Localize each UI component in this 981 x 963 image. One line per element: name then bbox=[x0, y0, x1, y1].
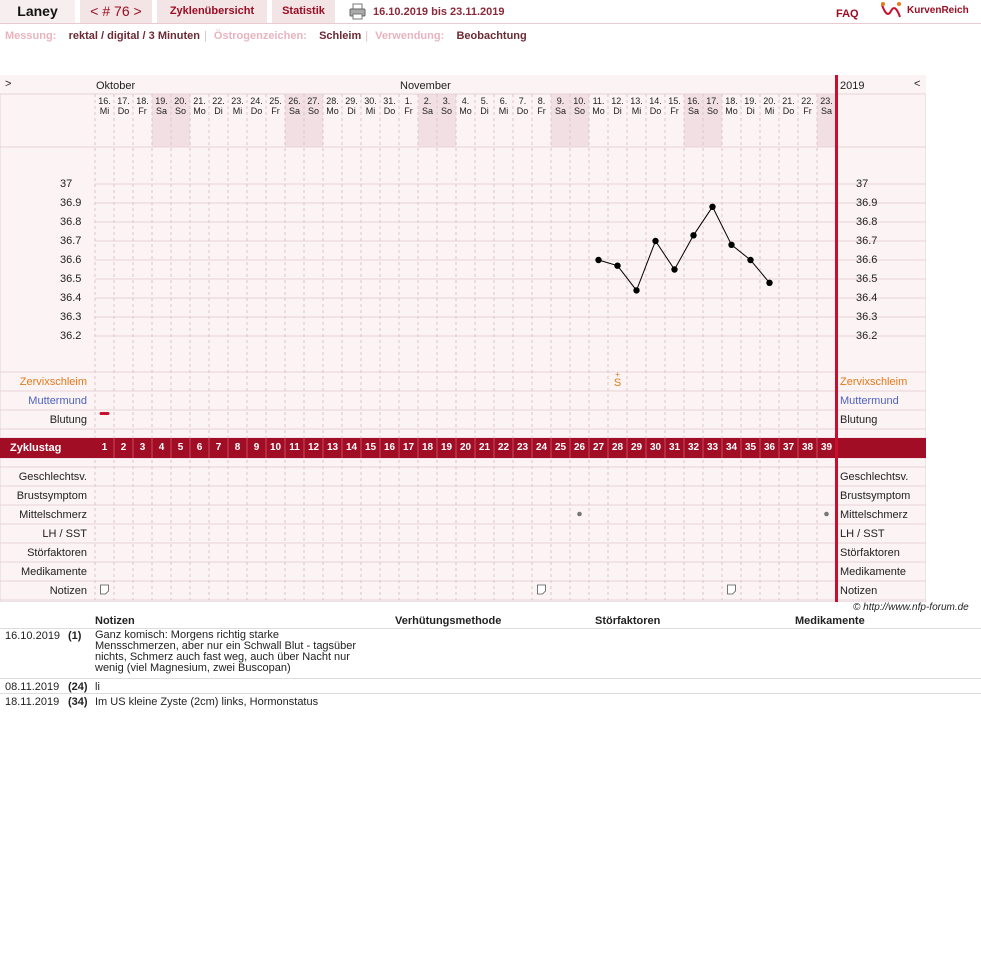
cycle-day-number: 33 bbox=[706, 442, 719, 453]
day-header-cell[interactable] bbox=[361, 96, 380, 116]
zyklustag-label: Zyklustag bbox=[10, 442, 62, 454]
cycle-day-number: 15 bbox=[364, 442, 377, 453]
logo-text[interactable]: KurvenReich bbox=[907, 5, 969, 16]
day-header-cell[interactable] bbox=[266, 96, 285, 116]
note-row-date: 08.11.2019 bbox=[5, 681, 60, 693]
row-label-disturb-right: Störfaktoren bbox=[840, 547, 900, 559]
day-date: 23. bbox=[231, 96, 244, 106]
day-header-cell[interactable] bbox=[399, 96, 418, 116]
day-date: 30. bbox=[364, 96, 377, 106]
cycle-day-number: 23 bbox=[516, 442, 529, 453]
cycle-day-number: 30 bbox=[649, 442, 662, 453]
notes-divider bbox=[0, 693, 981, 694]
cycle-day-number: 24 bbox=[535, 442, 548, 453]
day-weekday: Di bbox=[214, 106, 223, 116]
day-weekday: Sa bbox=[155, 106, 167, 116]
cycle-day-number: 8 bbox=[234, 442, 241, 453]
note-row-text: Ganz komisch: Morgens richtig starke Mensschmerzen, aber nur ein Schwall Blut - tagsüber nichts, Schmerz auch fast weg, auch über Nacht nur wenig (viel Magnesium, zwei Buscopan) bbox=[95, 629, 357, 674]
today-line bbox=[835, 75, 838, 602]
day-weekday: Do bbox=[383, 106, 396, 116]
day-date: 17. bbox=[706, 96, 719, 106]
row-label-cervix-right: Muttermund bbox=[840, 395, 899, 407]
mucus-mark: S bbox=[613, 377, 622, 389]
day-weekday: Mi bbox=[764, 106, 775, 116]
note-icon bbox=[538, 585, 546, 594]
day-date: 25. bbox=[269, 96, 282, 106]
day-header-cell[interactable] bbox=[437, 96, 456, 116]
day-header-cell[interactable] bbox=[589, 96, 608, 116]
chart-next-arrow[interactable]: < bbox=[914, 78, 921, 90]
day-header-cell[interactable] bbox=[627, 96, 646, 116]
cycle-day-number: 14 bbox=[345, 442, 358, 453]
cycle-day-number: 4 bbox=[158, 442, 165, 453]
cycle-day-number: 17 bbox=[402, 442, 415, 453]
day-date: 21. bbox=[782, 96, 795, 106]
cycle-day-number: 29 bbox=[630, 442, 643, 453]
day-weekday: Di bbox=[347, 106, 356, 116]
row-label-lh: LH / SST bbox=[42, 528, 87, 540]
cycle-nav[interactable]: < # 76 > bbox=[80, 0, 152, 23]
day-weekday: Fr bbox=[537, 106, 546, 116]
cycle-day-number: 3 bbox=[139, 442, 146, 453]
day-weekday: Fr bbox=[670, 106, 679, 116]
note-row-day: (1) bbox=[68, 630, 82, 642]
day-date: 4. bbox=[461, 96, 470, 106]
day-weekday: Do bbox=[782, 106, 795, 116]
row-label-meds-right: Medikamente bbox=[840, 566, 907, 578]
measurement-info: Messung: rektal / digital / 3 Minuten | Östrogenzeichen: Schleim | Verwendung: Beobachtung bbox=[5, 30, 527, 42]
cycle-day-number: 34 bbox=[725, 442, 738, 453]
day-header-cell[interactable] bbox=[209, 96, 228, 116]
row-label-intercourse-right: Geschlechtsv. bbox=[840, 471, 909, 483]
day-date: 14. bbox=[649, 96, 662, 106]
day-date: 2. bbox=[423, 96, 432, 106]
midpain-dot bbox=[577, 512, 582, 517]
temp-tick-right: 36.8 bbox=[856, 216, 878, 228]
header-divider bbox=[0, 23, 981, 24]
day-date: 9. bbox=[556, 96, 565, 106]
cycle-day-number: 36 bbox=[763, 442, 776, 453]
cycle-day-number: 22 bbox=[497, 442, 510, 453]
day-date: 22. bbox=[212, 96, 225, 106]
temperature-point bbox=[633, 287, 639, 293]
row-label-bleeding-right: Blutung bbox=[840, 414, 878, 426]
cycle-day-number: 26 bbox=[573, 442, 586, 453]
day-date: 24. bbox=[250, 96, 263, 106]
day-weekday: Do bbox=[117, 106, 130, 116]
day-weekday: Mo bbox=[459, 106, 472, 116]
temp-tick-left: 36.6 bbox=[60, 254, 82, 266]
row-label-meds: Medikamente bbox=[20, 566, 87, 578]
day-date: 26. bbox=[288, 96, 301, 106]
bleeding-mark bbox=[100, 412, 110, 415]
cycle-day-number: 37 bbox=[782, 442, 795, 453]
cycle-day-number: 16 bbox=[383, 442, 396, 453]
temperature-point bbox=[728, 242, 734, 248]
day-weekday: Mi bbox=[232, 106, 243, 116]
note-icon bbox=[101, 585, 109, 594]
day-date: 20. bbox=[174, 96, 187, 106]
temp-tick-left: 36.7 bbox=[60, 235, 82, 247]
day-weekday: Mi bbox=[365, 106, 376, 116]
temp-tick-right: 36.6 bbox=[856, 254, 878, 266]
day-header-cell[interactable] bbox=[760, 96, 779, 116]
day-header-cell[interactable] bbox=[532, 96, 551, 116]
day-weekday: Mi bbox=[631, 106, 642, 116]
printer-icon[interactable] bbox=[349, 3, 366, 20]
day-weekday: Fr bbox=[404, 106, 413, 116]
cycle-day-number: 18 bbox=[421, 442, 434, 453]
day-date: 16. bbox=[687, 96, 700, 106]
day-date: 12. bbox=[611, 96, 624, 106]
row-label-intercourse: Geschlechtsv. bbox=[18, 471, 87, 483]
day-weekday: Di bbox=[613, 106, 622, 116]
chart-canvas bbox=[0, 75, 926, 602]
cycle-day-number: 28 bbox=[611, 442, 624, 453]
day-weekday: So bbox=[174, 106, 186, 116]
day-header-cell[interactable] bbox=[456, 96, 475, 116]
temperature-point bbox=[652, 238, 658, 244]
day-header-cell[interactable] bbox=[665, 96, 684, 116]
logo-icon bbox=[880, 1, 902, 24]
temperature-point bbox=[709, 204, 715, 210]
day-header-cell[interactable] bbox=[95, 96, 114, 116]
cycle-day-number: 25 bbox=[554, 442, 567, 453]
day-weekday: Sa bbox=[554, 106, 566, 116]
day-date: 7. bbox=[518, 96, 527, 106]
temp-tick-left: 36.5 bbox=[60, 273, 82, 285]
day-header-cell[interactable] bbox=[570, 96, 589, 116]
temperature-point bbox=[690, 232, 696, 238]
cycle-day-number: 21 bbox=[478, 442, 491, 453]
day-header-cell[interactable] bbox=[152, 96, 171, 116]
row-label-mucus-right: Zervixschleim bbox=[840, 376, 908, 388]
day-date: 19. bbox=[155, 96, 168, 106]
day-header-cell[interactable] bbox=[133, 96, 152, 116]
cycle-day-number: 20 bbox=[459, 442, 472, 453]
row-label-bleeding: Blutung bbox=[49, 414, 87, 426]
day-date: 11. bbox=[592, 96, 605, 106]
day-header-cell[interactable] bbox=[684, 96, 703, 116]
day-header-cell[interactable] bbox=[342, 96, 361, 116]
row-label-mucus: Zervixschleim bbox=[19, 376, 87, 388]
temp-tick-right: 36.4 bbox=[856, 292, 878, 304]
day-date: 21. bbox=[193, 96, 206, 106]
row-label-disturb: Störfaktoren bbox=[27, 547, 87, 559]
temp-tick-right: 36.2 bbox=[856, 330, 878, 342]
day-header-cell[interactable] bbox=[646, 96, 665, 116]
day-weekday: Mi bbox=[99, 106, 110, 116]
day-weekday: Do bbox=[250, 106, 263, 116]
day-date: 6. bbox=[499, 96, 508, 106]
notes-header-disturb: Störfaktoren bbox=[595, 615, 661, 627]
year-label: 2019 bbox=[840, 80, 865, 92]
day-header-cell[interactable] bbox=[418, 96, 437, 116]
day-weekday: So bbox=[706, 106, 718, 116]
copyright: © http://www.nfp-forum.de bbox=[853, 602, 969, 613]
temp-tick-right: 36.7 bbox=[856, 235, 878, 247]
day-date: 18. bbox=[725, 96, 738, 106]
day-header-cell[interactable] bbox=[741, 96, 760, 116]
temp-tick-left: 36.8 bbox=[60, 216, 82, 228]
day-header-cell[interactable] bbox=[703, 96, 722, 116]
temperature-point bbox=[595, 257, 601, 263]
day-weekday: So bbox=[440, 106, 452, 116]
cycle-day-number: 7 bbox=[215, 442, 222, 453]
cycle-day-number: 31 bbox=[668, 442, 681, 453]
notes-header-meds: Medikamente bbox=[795, 615, 865, 627]
temperature-point bbox=[614, 263, 620, 269]
day-weekday: Sa bbox=[421, 106, 433, 116]
notes-header-notizen: Notizen bbox=[95, 615, 135, 627]
note-row-date: 16.10.2019 bbox=[5, 630, 61, 642]
day-header-cell[interactable] bbox=[494, 96, 513, 116]
day-weekday: So bbox=[573, 106, 585, 116]
username-tab[interactable]: Laney bbox=[0, 0, 75, 23]
day-date: 3. bbox=[442, 96, 451, 106]
day-header-cell[interactable] bbox=[798, 96, 817, 116]
row-label-breast: Brustsymptom bbox=[16, 490, 87, 502]
temperature-point bbox=[671, 266, 677, 272]
row-label-notes: Notizen bbox=[49, 585, 87, 597]
temp-tick-right: 36.5 bbox=[856, 273, 878, 285]
cycle-chart bbox=[0, 75, 926, 602]
note-row-day: (24) bbox=[68, 681, 88, 693]
day-date: 29. bbox=[345, 96, 358, 106]
day-weekday: Sa bbox=[820, 106, 832, 116]
cycle-day-number: 12 bbox=[307, 442, 320, 453]
month-label-october: Oktober bbox=[96, 80, 136, 92]
day-header-cell[interactable] bbox=[247, 96, 266, 116]
day-weekday: Mi bbox=[498, 106, 509, 116]
note-icon bbox=[728, 585, 736, 594]
day-weekday: Do bbox=[649, 106, 662, 116]
day-date: 19. bbox=[744, 96, 757, 106]
day-header-cell[interactable] bbox=[722, 96, 741, 116]
day-header-cell[interactable] bbox=[380, 96, 399, 116]
cycle-day-number: 13 bbox=[326, 442, 339, 453]
day-weekday: Fr bbox=[138, 106, 147, 116]
day-header-cell[interactable] bbox=[114, 96, 133, 116]
row-label-lh-right: LH / SST bbox=[840, 528, 885, 540]
temp-tick-left: 36.9 bbox=[60, 197, 82, 209]
day-header-cell[interactable] bbox=[171, 96, 190, 116]
chart-header-bg bbox=[0, 75, 926, 94]
day-header-cell[interactable] bbox=[228, 96, 247, 116]
cycle-day-number: 10 bbox=[269, 442, 282, 453]
chart-background bbox=[0, 75, 926, 602]
day-header-cell[interactable] bbox=[608, 96, 627, 116]
day-date: 22. bbox=[801, 96, 814, 106]
day-weekday: Mo bbox=[725, 106, 738, 116]
day-header-cell[interactable] bbox=[817, 96, 836, 116]
day-date: 8. bbox=[537, 96, 546, 106]
day-date: 5. bbox=[480, 96, 489, 106]
cycle-day-number: 1 bbox=[101, 442, 108, 453]
notes-divider bbox=[0, 678, 981, 679]
day-header-cell[interactable] bbox=[779, 96, 798, 116]
temp-tick-right: 37 bbox=[856, 178, 869, 190]
temp-tick-left: 36.4 bbox=[60, 292, 82, 304]
day-weekday: Mo bbox=[326, 106, 339, 116]
day-header-cell[interactable] bbox=[190, 96, 209, 116]
day-date: 15. bbox=[668, 96, 681, 106]
date-range: 16.10.2019 bis 23.11.2019 bbox=[373, 6, 505, 18]
day-weekday: Di bbox=[746, 106, 755, 116]
day-weekday: Sa bbox=[288, 106, 300, 116]
note-row-text: li bbox=[95, 681, 100, 693]
cycle-day-number: 11 bbox=[289, 442, 300, 453]
notes-header-method: Verhütungsmethode bbox=[395, 615, 502, 627]
day-header-cell[interactable] bbox=[304, 96, 323, 116]
temp-tick-left: 36.2 bbox=[60, 330, 82, 342]
cycle-day-number: 6 bbox=[196, 442, 203, 453]
note-row-text: Im US kleine Zyste (2cm) links, Hormonstatus bbox=[95, 696, 319, 708]
day-date: 23. bbox=[820, 96, 833, 106]
cycle-day-number: 35 bbox=[744, 442, 757, 453]
midpain-dot bbox=[824, 512, 829, 517]
tab-statistics[interactable]: Statistik bbox=[272, 0, 335, 23]
faq-link[interactable]: FAQ bbox=[836, 8, 859, 20]
day-date: 1. bbox=[404, 96, 413, 106]
note-row-date: 18.11.2019 bbox=[5, 696, 60, 708]
mucus-plus-mark: + bbox=[615, 370, 620, 379]
tab-cycle-overview[interactable]: Zyklenübersicht bbox=[157, 0, 267, 23]
day-header-cell[interactable] bbox=[551, 96, 570, 116]
day-weekday: Sa bbox=[687, 106, 699, 116]
day-header-cell[interactable] bbox=[285, 96, 304, 116]
day-weekday: Fr bbox=[271, 106, 280, 116]
cycle-day-number: 38 bbox=[801, 442, 814, 453]
temp-tick-left: 36.3 bbox=[60, 311, 82, 323]
cycle-day-number: 27 bbox=[592, 442, 605, 453]
day-weekday: Di bbox=[480, 106, 489, 116]
row-label-midpain: Mittelschmerz bbox=[19, 509, 87, 521]
day-header-cell[interactable] bbox=[513, 96, 532, 116]
cycle-day-number: 32 bbox=[687, 442, 700, 453]
temperature-point bbox=[766, 280, 772, 286]
chart-prev-arrow[interactable]: > bbox=[5, 78, 12, 90]
day-weekday: So bbox=[307, 106, 319, 116]
day-header-cell[interactable] bbox=[475, 96, 494, 116]
day-weekday: Fr bbox=[803, 106, 812, 116]
day-weekday: Do bbox=[516, 106, 529, 116]
day-date: 28. bbox=[326, 96, 339, 106]
row-label-midpain-right: Mittelschmerz bbox=[840, 509, 908, 521]
day-date: 18. bbox=[136, 96, 149, 106]
day-date: 27. bbox=[307, 96, 320, 106]
row-label-cervix: Muttermund bbox=[28, 395, 87, 407]
cycle-day-number: 5 bbox=[177, 442, 184, 453]
day-weekday: Mo bbox=[193, 106, 206, 116]
cycle-day-number: 9 bbox=[253, 442, 260, 453]
temp-tick-left: 37 bbox=[60, 178, 73, 190]
day-date: 16. bbox=[98, 96, 111, 106]
cycle-day-number: 39 bbox=[820, 442, 833, 453]
row-label-notes-right: Notizen bbox=[840, 585, 878, 597]
day-date: 17. bbox=[117, 96, 130, 106]
cycle-day-number: 2 bbox=[120, 442, 127, 453]
day-date: 31. bbox=[383, 96, 396, 106]
temperature-point bbox=[747, 257, 753, 263]
row-label-breast-right: Brustsymptom bbox=[840, 490, 911, 502]
day-weekday: Mo bbox=[592, 106, 605, 116]
day-date: 10. bbox=[573, 96, 586, 106]
day-header-cell[interactable] bbox=[323, 96, 342, 116]
day-date: 13. bbox=[630, 96, 643, 106]
day-date: 20. bbox=[763, 96, 776, 106]
note-row-day: (34) bbox=[68, 696, 88, 708]
temp-tick-right: 36.3 bbox=[856, 311, 878, 323]
temp-tick-right: 36.9 bbox=[856, 197, 878, 209]
cycle-day-number: 19 bbox=[440, 442, 453, 453]
month-label-november: November bbox=[400, 80, 451, 92]
